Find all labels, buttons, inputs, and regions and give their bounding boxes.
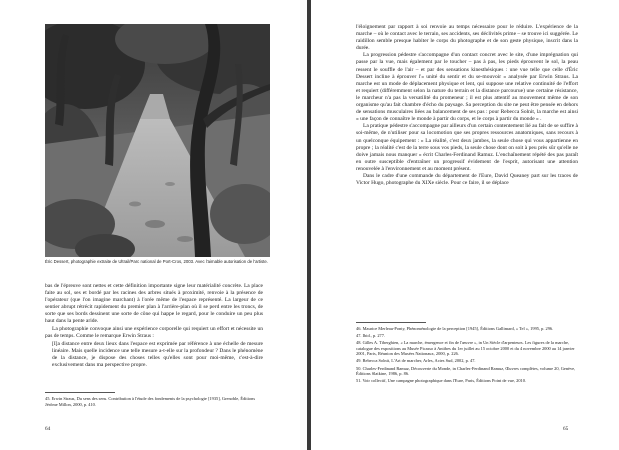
footnote-rule [45,392,115,393]
footnote: 46. Maurice Merleau-Ponty, Phénoménologie de la perception [1945], Éditions Gallimard, « Tel », 1995, p. 296. [356,326,554,331]
paragraph: l'éloignement par rapport à soi renvoie au temps nécessaire pour le réduire. L'expérience de la marche – où le contact avec le terrain, ses accidents, ses déclivités prime – se trouve ici suggérée. Le raidillon semble presque habiter le corps du photographe et de son geste physique, inscrit dans la durée. [356,24,578,52]
paragraph: La pratique pédestre s'accompagne par ailleurs d'un certain contentement lié au fait de se suffire à soi-même, de n'utiliser pour sa locomotion que ses propres ressources anatomiques, sans recours à un quelconque équipement : « La réalité, c'est deux jambes, la seule chose qui vous appartienne en propre ; la réalité c'est de la terre sous vos pieds, la seule chose dont on soit à peu près sûr qu'elle ne doive jamais nous manquer » écrit Charles-Ferdinand Ramuz. L'enchaînement répété des pas paraît en outre susceptible d'entraîner un progressif évidement de l'esprit, autorisant une attention renouvelée à l'environnement et au moment présent. [356,123,578,172]
paragraph: La photographie convoque ainsi une expérience corporelle qui requiert un effort et nécessite un pas de temps. Comme le remarque Erwin Straus : [45,325,263,339]
paragraph: Dans le cadre d'une commande du département de l'Eure, David Queaney part sur les traces de Victor Hugo, photographe du XIXe siècle. Pour ce faire, il se déplace [356,172,578,187]
photograph-image [45,24,270,257]
footnote-rule [356,322,426,323]
left-footnotes [45,392,263,409]
footnote: 47. Ibid., p. 277. [356,333,386,339]
page-number-left: 64 [45,426,51,432]
footnote: 45. Erwin Straus, Du sens des sens. Contribution à l'étude des fondements de la psychologie [1935], Grenoble, Éditions Jérôme Millon, 2000, p. 410. [45,396,256,407]
footnote: 50. Charles-Ferdinand Ramuz, Découverte du Monde, in Charles-Ferdinand Ramuz, Œuvres complètes, volume 20, Genève, Éditions Slatkine, 1986, p. 86. [356,365,576,377]
footnote: 48. Gilles A. Tiberghien, « La marche, émergence et fin de l'œuvre », in Un Siècle d'arpenteurs. Les figures de la marche, catalogue des expositions au Musée Picasso à Antibes du 1er juillet au 15 octobre 2000 et du 4 novembre 2000 au 14 janvier 2001, Paris, Réunion des Musées Nationaux, 2000, p. 226. [356,340,575,357]
right-body-text [356,24,578,187]
paragraph: bas de l'épreuve sont nettes et cette définition importante signe leur matérialité concrète. La place faite au sol, ses et bordé par les racines des arbres situés à proximité, renvoie à la présence de l'opérateur (que l'on imagine marchant) à l'orée même de l'espace représenté. La largeur de ce sentier abrupt rétrécit rapidement du premier plan à l'arrière-plan où il se perd entre les troncs, de sorte que ses bords dessinent une sorte de cône qui happe le regard, pour le conduire un peu plus haut dans la pente aride. [45,283,263,325]
block-quote: [I]a distance entre deux lieux dans l'espace est exprimée par référence à une échelle de mesure linéaire. Mais quelle incidence une telle mesure a-t-elle sur la profondeur ? Dans le phénomène de la distance, je dispose des choses telles qu'elles sont pour moi-même, c'est-à-dire exclusivement dans ma perspective propre. [52,340,263,369]
footnote: 49. Rebecca Solnit, L'Art de marcher, Arles, Actes Sud, 2002, p. 47. [356,358,476,364]
page-number-right: 65 [563,426,569,432]
photo-caption: Éric Dessert, photographie extraite de Ultrail/Parc national de Port-Cros, 2003. Avec l'aimable autorisation de l'artiste. [45,259,268,264]
forest-path-photograph [45,24,270,257]
right-page [311,0,619,450]
right-footnotes [356,322,578,385]
paragraph: La progression pédestre s'accompagne d'un contact concret avec le site, d'une imprégnation qui passe par la vue, mais également par le toucher – pas à pas, les pieds éprouvent le sol, la peau ressent le souffle de l'air – et par des sensations kinesthésiques : une vue telle que celle d'Éric Dessert incline à éprouver l'« unité du sentir et du se-mouvoir » analysée par Erwin Straus. La marche est un mode de déplacement physique et lent, qui suppose une relative continuité de l'effort et requiert (différemment selon la nature du terrain et la distance parcourue) une certaine résistance, le marcheur n'a pas la versatilité du promeneur ; il est plus attentif au mouvement même de son organisme qu'au fait chambre d'écho du paysage. Sa perception du site ne peut être pensée en dehors de sensations musculaires liées au balancement de ses pas : pour Rebecca Solnit, la marche est ainsi « une façon de connaître le monde à partir du corps, et le corps à partir du monde » . [356,52,578,123]
footnote: 51. Voir collectif, Une campagne photographique dans l'Eure, Paris, Éditions Point de vue, 2010. [356,378,527,384]
left-body-text [45,283,263,370]
left-page [0,0,307,450]
